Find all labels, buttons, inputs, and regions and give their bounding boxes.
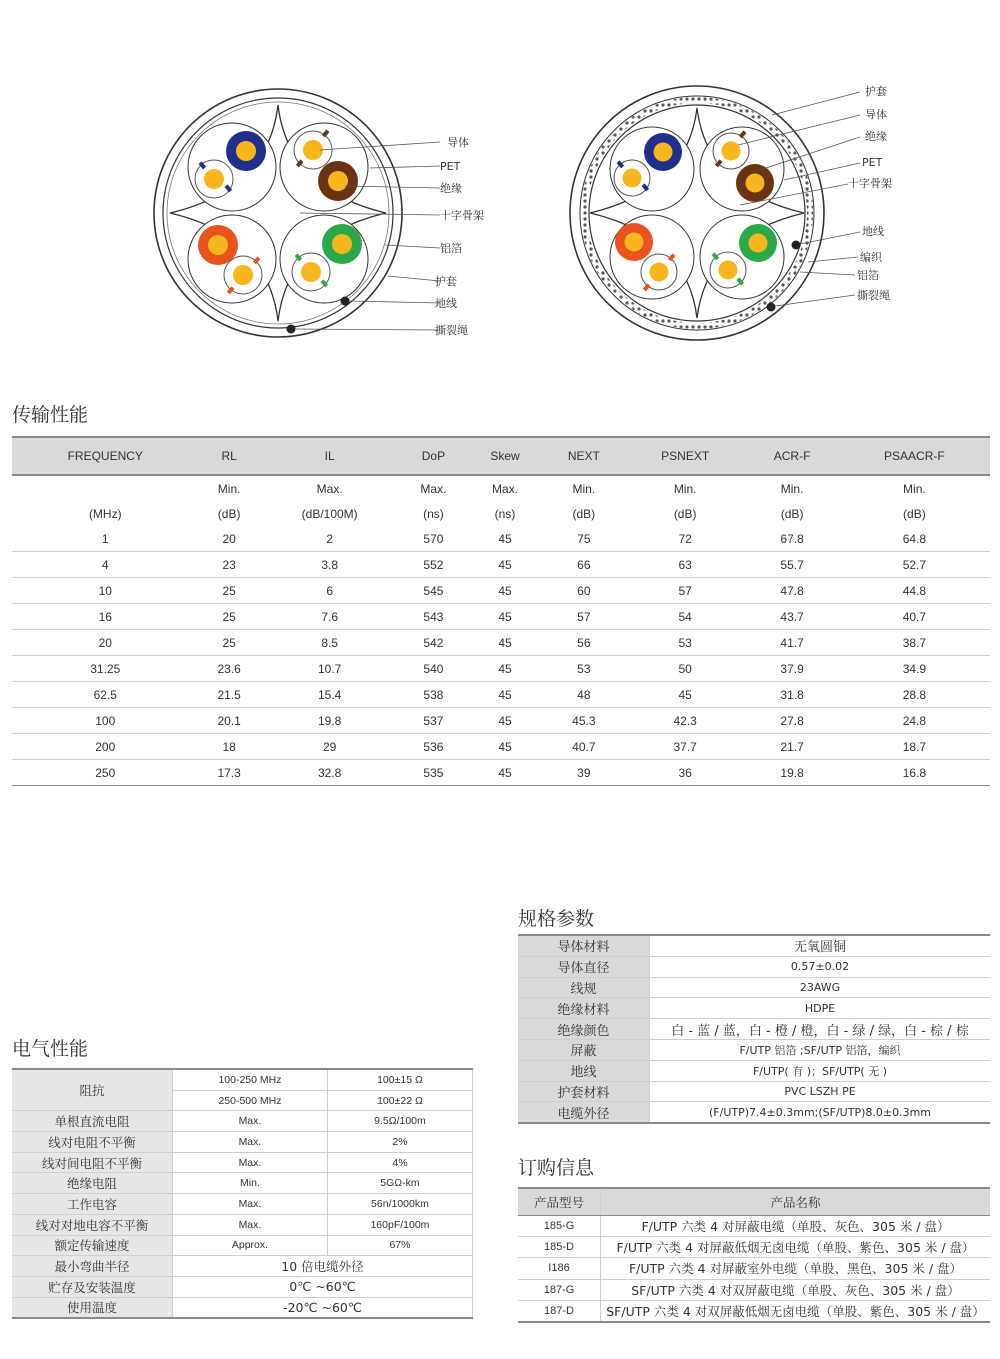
sfutp-cross-section — [570, 84, 892, 340]
column-header: NEXT — [543, 437, 625, 475]
row-condition: Max. — [173, 1214, 328, 1235]
table-cell: 8.5 — [260, 630, 400, 656]
table-row — [12, 708, 990, 734]
transmission-title: 传输性能 — [12, 404, 89, 426]
table-row — [518, 1039, 990, 1060]
row-value: 9.5Ω/100m — [327, 1111, 472, 1132]
table-cell: 50 — [625, 656, 746, 682]
table-row — [518, 956, 990, 977]
product-model: 185-G — [518, 1216, 601, 1237]
order-header-name: 产品名称 — [601, 1188, 991, 1216]
table-cell: Min. — [572, 481, 596, 496]
table-cell: (dB) — [217, 506, 241, 521]
table-cell: 18.7 — [839, 734, 990, 760]
table-cell: 2 — [260, 526, 400, 552]
table-cell: 19.8 — [745, 760, 838, 786]
table-row — [12, 734, 990, 760]
table-cell: 29 — [260, 734, 400, 760]
table-cell: 37.7 — [625, 734, 746, 760]
table-cell: (ns) — [494, 506, 516, 521]
spec-label: 线规 — [518, 977, 650, 998]
qualifier-row — [12, 475, 990, 501]
label-braid: 编织 — [860, 251, 882, 264]
table-cell: 45 — [467, 682, 543, 708]
product-model: I186 — [518, 1258, 601, 1279]
label-foil: 铝箔 — [440, 242, 462, 255]
table-cell: 21.5 — [199, 682, 260, 708]
label-pet: PET — [862, 156, 883, 169]
table-row — [518, 1102, 990, 1123]
table-row — [518, 1216, 990, 1237]
table-cell: Min. — [780, 481, 804, 496]
row-value: 5GΩ-km — [327, 1173, 472, 1194]
table-cell: 16.8 — [839, 760, 990, 786]
table-cell: 38.7 — [839, 630, 990, 656]
drain-wire — [792, 241, 801, 250]
row-label: 最小弯曲半径 — [12, 1256, 173, 1277]
table-cell: 25 — [199, 604, 260, 630]
table-row — [12, 1256, 473, 1277]
table-cell: 15.4 — [260, 682, 400, 708]
row-value: 4% — [327, 1152, 472, 1173]
table-row — [12, 1152, 473, 1173]
table-header-row — [12, 437, 990, 475]
spec-label: 电缆外径 — [518, 1102, 650, 1123]
table-cell: 540 — [400, 656, 468, 682]
ripcord — [287, 325, 296, 334]
impedance-value: 100±22 Ω — [327, 1090, 472, 1111]
table-row — [518, 998, 990, 1019]
label-ripcord: 撕裂绳 — [857, 289, 890, 302]
column-header: PSNEXT — [625, 437, 746, 475]
label-drain-wire: 地线 — [435, 297, 457, 310]
transmission-table — [12, 436, 990, 786]
product-name: SF/UTP 六类 4 对双屏蔽电缆（单股、灰色、305 米 / 盘） — [601, 1279, 991, 1300]
row-label: 额定传输速度 — [12, 1235, 173, 1256]
ripcord — [767, 303, 776, 312]
label-conductor: 导体 — [865, 108, 887, 121]
table-cell: Max. — [492, 481, 519, 496]
table-cell: 45 — [467, 578, 543, 604]
column-header: PSAACR-F — [839, 437, 990, 475]
spec-value: (F/UTP)7.4±0.3mm;(SF/UTP)8.0±0.3mm — [650, 1102, 991, 1123]
row-value: 160pF/100m — [327, 1214, 472, 1235]
cable-diagrams — [0, 0, 1000, 380]
order-header-model: 产品型号 — [518, 1188, 601, 1216]
electrical-title: 电气性能 — [12, 1038, 89, 1060]
table-cell: 53 — [625, 630, 746, 656]
table-cell: 543 — [400, 604, 468, 630]
label-cross-filler: 十字骨架 — [440, 209, 484, 222]
table-cell: 45 — [625, 682, 746, 708]
table-cell: 4 — [12, 552, 199, 578]
spec-value: F/UTP 铝箔 ;SF/UTP 铝箔，编织 — [650, 1039, 991, 1060]
table-row — [12, 1276, 473, 1297]
table-cell: 45.3 — [543, 708, 625, 734]
table-cell: 57 — [625, 578, 746, 604]
table-cell: 45 — [467, 656, 543, 682]
row-value: 2% — [327, 1132, 472, 1153]
row-value: 10 倍电缆外径 — [173, 1256, 473, 1277]
spec-value: F/UTP( 有 )；SF/UTP( 无 ) — [650, 1060, 991, 1081]
table-cell: 75 — [543, 526, 625, 552]
table-row — [12, 526, 990, 552]
electrical-table — [12, 1068, 473, 1319]
table-cell: 45 — [467, 604, 543, 630]
table-cell: 53 — [543, 656, 625, 682]
spec-label: 屏蔽 — [518, 1039, 650, 1060]
spec-label: 绝缘颜色 — [518, 1019, 650, 1040]
column-header: Skew — [467, 437, 543, 475]
row-condition: Max. — [173, 1111, 328, 1132]
spec-title: 规格参数 — [518, 908, 595, 930]
table-cell: 45 — [467, 708, 543, 734]
table-cell: 43.7 — [745, 604, 838, 630]
table-cell: 200 — [12, 734, 199, 760]
table-row — [12, 1297, 473, 1318]
table-cell: 32.8 — [260, 760, 400, 786]
label-pet: PET — [440, 160, 461, 173]
table-cell — [12, 475, 199, 501]
table-cell: 536 — [400, 734, 468, 760]
table-cell: 27.8 — [745, 708, 838, 734]
product-name: SF/UTP 六类 4 对双屏蔽低烟无卤电缆（单股、紫色、305 米 / 盘） — [601, 1300, 991, 1322]
table-cell: Min. — [217, 481, 241, 496]
table-row — [518, 935, 990, 956]
table-cell: 52.7 — [839, 552, 990, 578]
column-header: RL — [199, 437, 260, 475]
product-model: 185-D — [518, 1237, 601, 1258]
table-row — [12, 578, 990, 604]
table-cell: 60 — [543, 578, 625, 604]
table-cell: 542 — [400, 630, 468, 656]
table-cell: Min. — [903, 481, 926, 496]
row-value: 0℃ ~60℃ — [173, 1276, 473, 1297]
row-condition: Min. — [173, 1173, 328, 1194]
impedance-row — [12, 1069, 473, 1090]
table-cell: 21.7 — [745, 734, 838, 760]
label-drain-wire: 地线 — [862, 225, 884, 238]
spec-value: 无氧圆铜 — [650, 935, 991, 956]
column-header: IL — [260, 437, 400, 475]
table-cell: 62.5 — [12, 682, 199, 708]
row-value: 67% — [327, 1235, 472, 1256]
label-ripcord: 撕裂绳 — [435, 324, 468, 337]
impedance-range: 250-500 MHz — [173, 1090, 328, 1111]
column-header: DoP — [400, 437, 468, 475]
table-cell: 31.25 — [12, 656, 199, 682]
label-jacket: 护套 — [865, 85, 887, 98]
table-row — [12, 1214, 473, 1235]
table-row — [12, 552, 990, 578]
product-model: 187-G — [518, 1279, 601, 1300]
spec-label: 绝缘材料 — [518, 998, 650, 1019]
table-cell: 45 — [467, 630, 543, 656]
table-cell: 54 — [625, 604, 746, 630]
spec-label: 地线 — [518, 1060, 650, 1081]
label-jacket: 护套 — [435, 275, 457, 288]
spec-value: PVC LSZH PE — [650, 1081, 991, 1102]
table-cell: 72 — [625, 526, 746, 552]
table-cell: 36 — [625, 760, 746, 786]
table-cell: (MHz) — [88, 506, 122, 521]
label-cross-filler: 十字骨架 — [848, 177, 892, 190]
table-row — [518, 1279, 990, 1300]
table-cell: 24.8 — [839, 708, 990, 734]
table-cell: 56 — [543, 630, 625, 656]
spec-label: 护套材料 — [518, 1081, 650, 1102]
product-name: F/UTP 六类 4 对屏蔽电缆（单股、灰色、305 米 / 盘） — [601, 1216, 991, 1237]
label-insulation: 绝缘 — [440, 182, 462, 195]
table-cell: 19.8 — [260, 708, 400, 734]
table-row — [12, 1111, 473, 1132]
table-cell: 7.6 — [260, 604, 400, 630]
table-row — [518, 1237, 990, 1258]
table-cell: 545 — [400, 578, 468, 604]
table-row — [12, 1235, 473, 1256]
table-cell: 41.7 — [745, 630, 838, 656]
spec-value: 0.57±0.02 — [650, 956, 991, 977]
row-value: 56n/1000km — [327, 1194, 472, 1215]
table-cell: 20 — [199, 526, 260, 552]
table-cell: 55.7 — [745, 552, 838, 578]
row-condition: Max. — [173, 1132, 328, 1153]
label-insulation: 绝缘 — [865, 130, 887, 143]
table-cell: 42.3 — [625, 708, 746, 734]
table-cell: 16 — [12, 604, 199, 630]
row-label: 线对电阻不平衡 — [12, 1132, 173, 1153]
table-row — [518, 1081, 990, 1102]
table-cell: 17.3 — [199, 760, 260, 786]
futp-cross-section — [154, 89, 484, 337]
table-cell: 28.8 — [839, 682, 990, 708]
table-cell: 20 — [12, 630, 199, 656]
row-label: 线对间电阻不平衡 — [12, 1152, 173, 1173]
table-cell: 66 — [543, 552, 625, 578]
product-model: 187-D — [518, 1300, 601, 1322]
table-cell: 23 — [199, 552, 260, 578]
table-row — [12, 656, 990, 682]
table-cell: (dB/100M) — [301, 506, 358, 521]
spec-table — [518, 934, 990, 1124]
row-label: 使用温度 — [12, 1297, 173, 1318]
table-cell: 20.1 — [199, 708, 260, 734]
table-cell: 45 — [467, 760, 543, 786]
units-row — [12, 501, 990, 526]
table-cell: 10.7 — [260, 656, 400, 682]
table-cell: 40.7 — [543, 734, 625, 760]
column-header: FREQUENCY — [12, 437, 199, 475]
table-cell: 3.8 — [260, 552, 400, 578]
table-cell: 44.8 — [839, 578, 990, 604]
table-cell: 25 — [199, 578, 260, 604]
table-cell: (dB) — [673, 506, 697, 521]
table-cell: 25 — [199, 630, 260, 656]
table-row — [518, 1300, 990, 1322]
row-label: 贮存及安装温度 — [12, 1276, 173, 1297]
table-cell: (dB) — [572, 506, 596, 521]
table-cell: Max. — [420, 481, 447, 496]
spec-label: 导体直径 — [518, 956, 650, 977]
table-cell: 570 — [400, 526, 468, 552]
spec-value: 白 - 蓝 / 蓝，白 - 橙 / 橙，白 - 绿 / 绿，白 - 棕 / 棕 — [650, 1019, 991, 1040]
column-header: ACR-F — [745, 437, 838, 475]
table-cell: 18 — [199, 734, 260, 760]
table-cell: (dB) — [903, 506, 926, 521]
row-value: -20℃ ~60℃ — [173, 1297, 473, 1318]
row-label: 绝缘电阻 — [12, 1173, 173, 1194]
table-row — [12, 760, 990, 786]
table-cell: 34.9 — [839, 656, 990, 682]
impedance-value: 100±15 Ω — [327, 1069, 472, 1090]
label-conductor: 导体 — [447, 136, 469, 149]
table-cell: 40.7 — [839, 604, 990, 630]
product-name: F/UTP 六类 4 对屏蔽低烟无卤电缆（单股、紫色、305 米 / 盘） — [601, 1237, 991, 1258]
table-cell: Min. — [673, 481, 697, 496]
order-table — [518, 1187, 990, 1323]
row-condition: Approx. — [173, 1235, 328, 1256]
table-cell: 535 — [400, 760, 468, 786]
table-cell: 64.8 — [839, 526, 990, 552]
table-cell: 100 — [12, 708, 199, 734]
table-cell: Max. — [316, 481, 343, 496]
order-title: 订购信息 — [518, 1157, 595, 1179]
table-cell: 47.8 — [745, 578, 838, 604]
table-cell: 1 — [12, 526, 199, 552]
table-row — [12, 1132, 473, 1153]
table-row — [518, 1060, 990, 1081]
table-cell: 10 — [12, 578, 199, 604]
row-label: 线对对地电容不平衡 — [12, 1214, 173, 1235]
row-condition: Max. — [173, 1152, 328, 1173]
table-header-row — [518, 1188, 990, 1216]
table-cell: 552 — [400, 552, 468, 578]
table-row — [12, 630, 990, 656]
table-row — [12, 682, 990, 708]
spec-value: 23AWG — [650, 977, 991, 998]
table-cell: 250 — [12, 760, 199, 786]
table-cell: 57 — [543, 604, 625, 630]
table-row — [518, 1019, 990, 1040]
impedance-label: 阻抗 — [12, 1069, 173, 1111]
table-cell: (ns) — [423, 506, 444, 521]
table-cell: 48 — [543, 682, 625, 708]
row-label: 单根直流电阻 — [12, 1111, 173, 1132]
table-cell: 45 — [467, 552, 543, 578]
table-cell: 45 — [467, 734, 543, 760]
table-cell: 45 — [467, 526, 543, 552]
table-cell: 39 — [543, 760, 625, 786]
table-row — [12, 1194, 473, 1215]
drain-wire — [341, 297, 350, 306]
spec-label: 导体材料 — [518, 935, 650, 956]
table-cell: 6 — [260, 578, 400, 604]
table-cell: 31.8 — [745, 682, 838, 708]
label-foil: 铝箔 — [857, 269, 879, 282]
impedance-range: 100-250 MHz — [173, 1069, 328, 1090]
table-cell: 67.8 — [745, 526, 838, 552]
table-cell: 37.9 — [745, 656, 838, 682]
table-row — [12, 604, 990, 630]
spec-value: HDPE — [650, 998, 991, 1019]
table-row — [518, 1258, 990, 1279]
table-row — [518, 977, 990, 998]
table-cell: 23.6 — [199, 656, 260, 682]
table-cell: 538 — [400, 682, 468, 708]
table-cell: 537 — [400, 708, 468, 734]
row-label: 工作电容 — [12, 1194, 173, 1215]
table-row — [12, 1173, 473, 1194]
table-cell: 63 — [625, 552, 746, 578]
product-name: F/UTP 六类 4 对屏蔽室外电缆（单股、黑色、305 米 / 盘） — [601, 1258, 991, 1279]
row-condition: Max. — [173, 1194, 328, 1215]
table-cell: (dB) — [780, 506, 804, 521]
